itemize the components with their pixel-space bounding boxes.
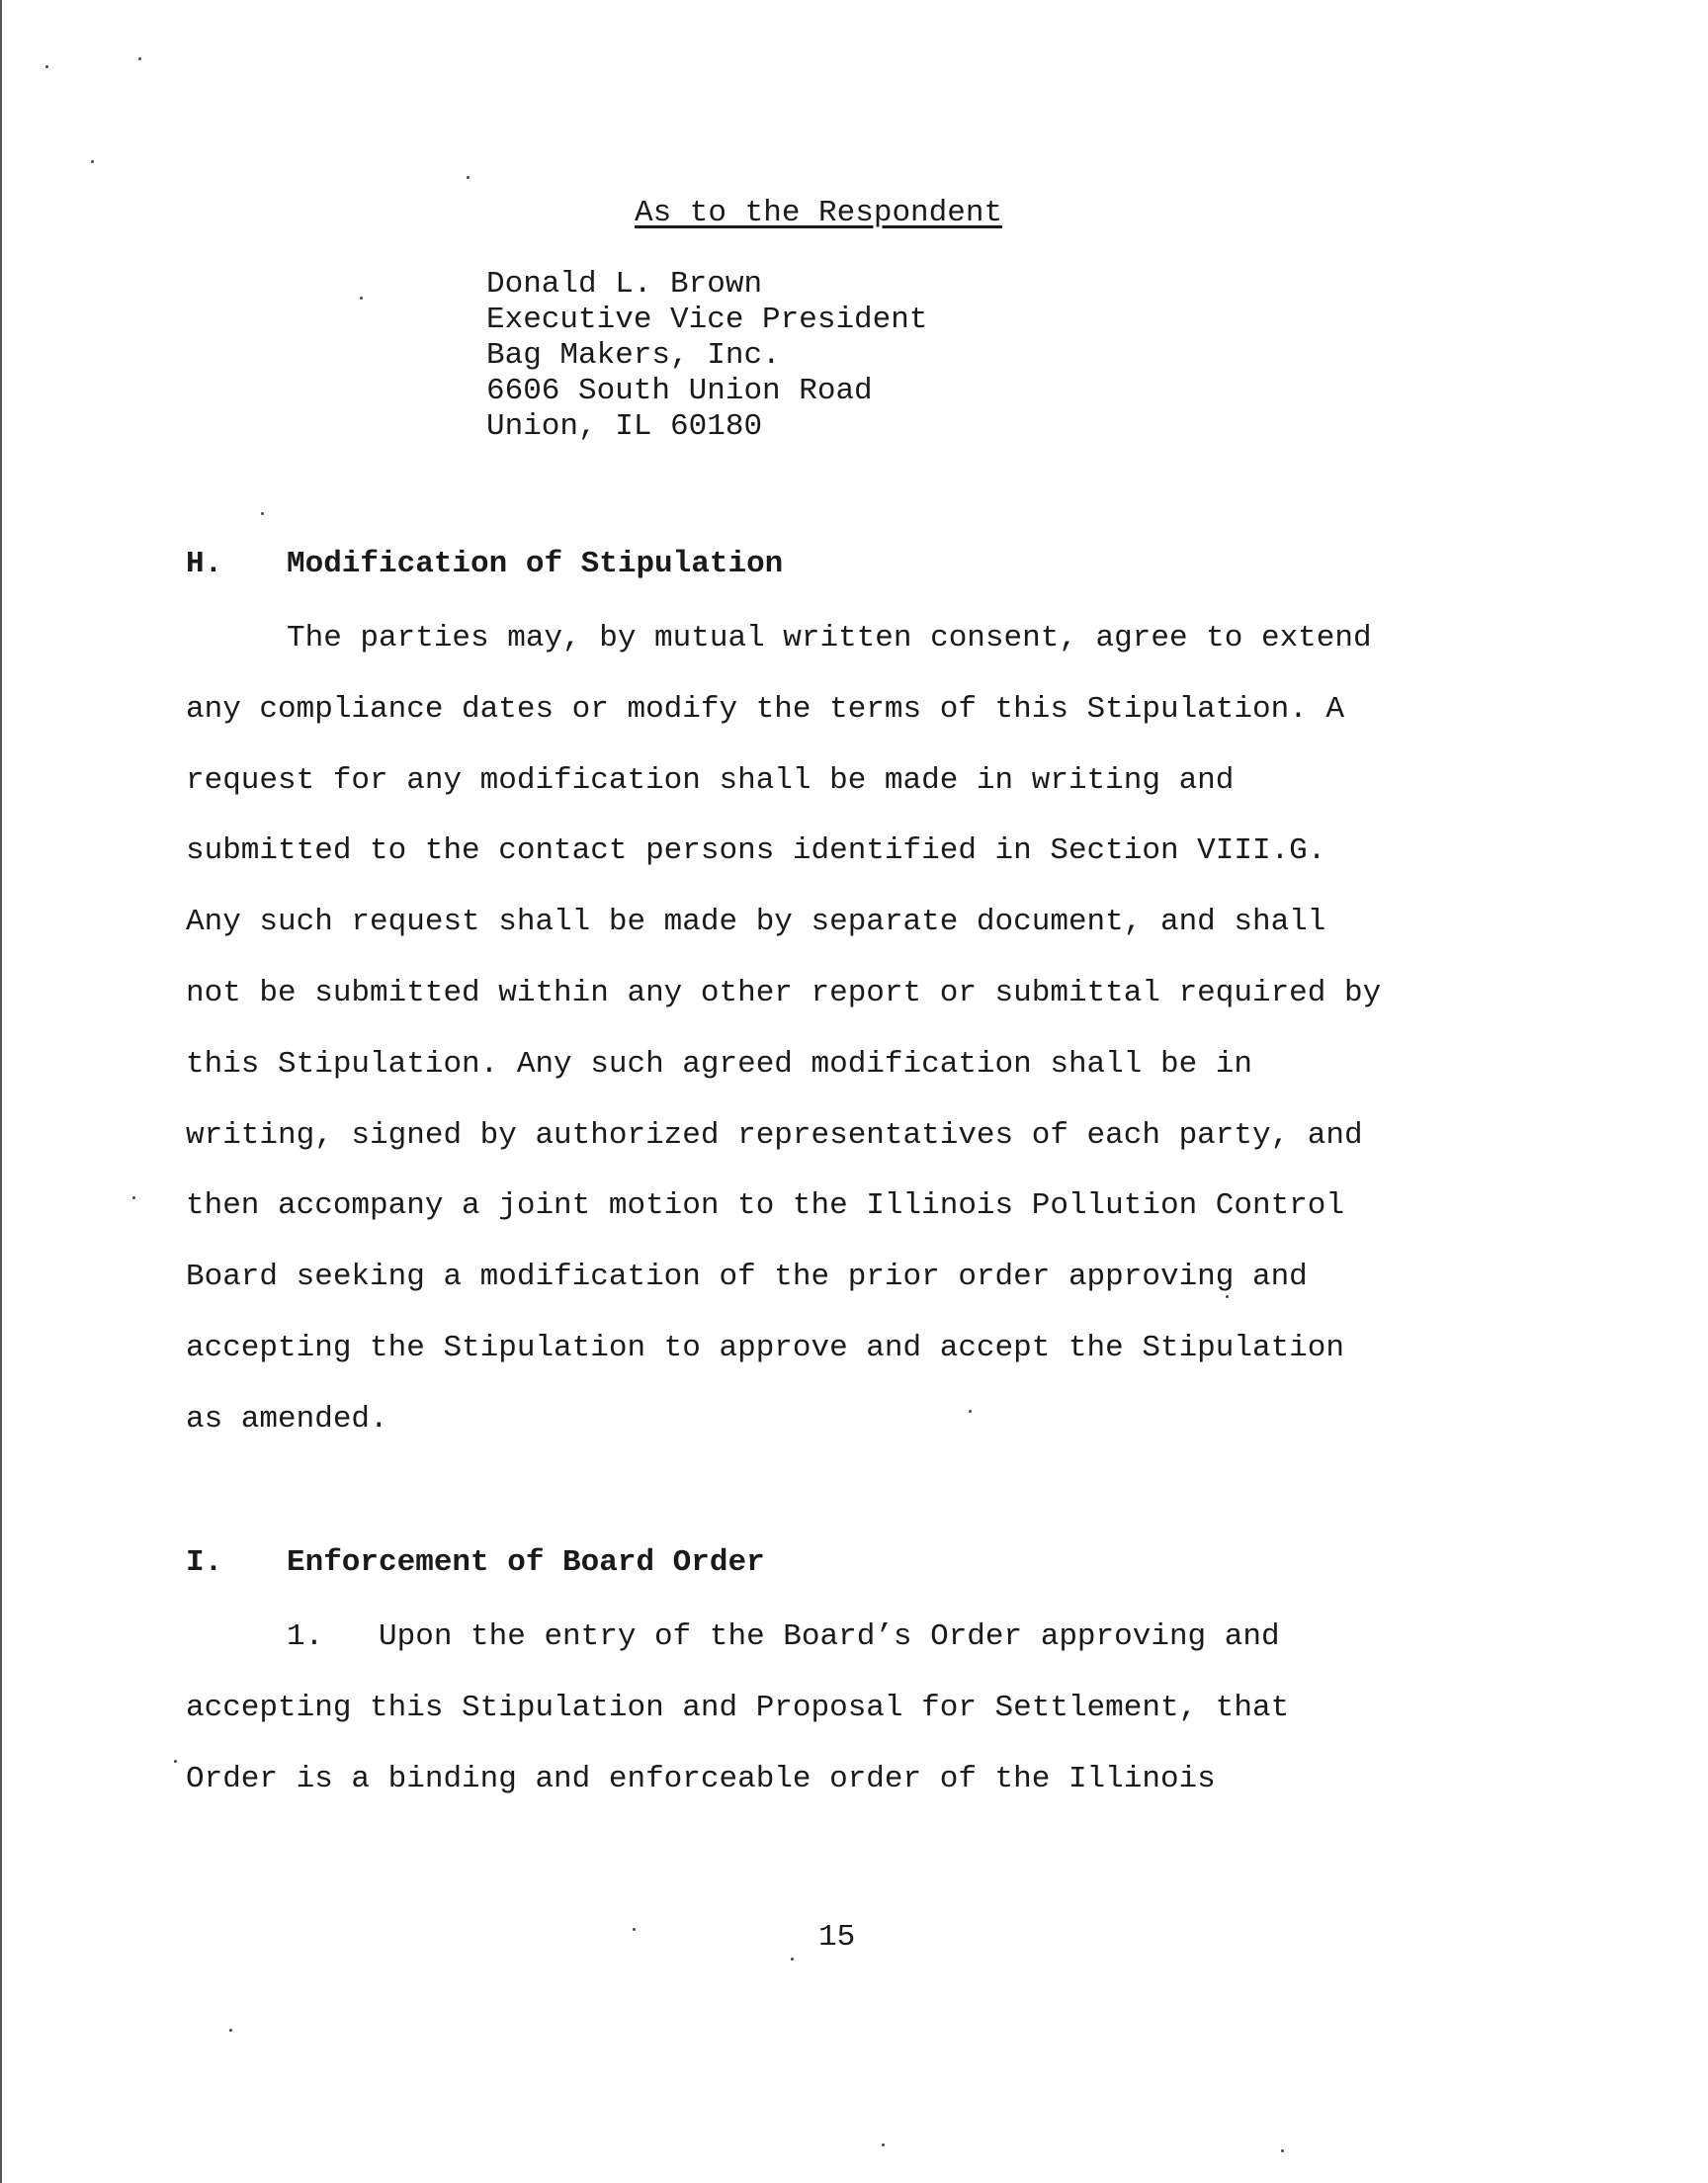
address-line: Union, IL 60180 bbox=[486, 409, 763, 444]
scan-speck bbox=[261, 512, 264, 515]
paragraph-line: Any such request shall be made by separate document, and shall bbox=[186, 905, 1326, 940]
scan-speck bbox=[1281, 2149, 1284, 2152]
paragraph-line: The parties may, by mutual written consent, agree to extend bbox=[287, 621, 1372, 655]
scan-speck bbox=[360, 297, 363, 300]
section-h-heading bbox=[186, 545, 783, 584]
scan-speck bbox=[467, 176, 470, 179]
respondent-address bbox=[486, 267, 927, 445]
paragraph-line: any compliance dates or modify the terms of this Stipulation. A bbox=[186, 691, 1344, 727]
address-line: 6606 South Union Road bbox=[486, 374, 873, 408]
paragraph-line: not be submitted within any other report or submittal required by bbox=[186, 975, 1382, 1010]
scan-speck bbox=[45, 65, 48, 68]
scan-speck bbox=[138, 57, 141, 60]
paragraph-line: as amended. bbox=[186, 1401, 388, 1437]
respondent-heading: As to the Respondent bbox=[635, 196, 1003, 230]
scan-left-edge bbox=[0, 0, 2, 2183]
section-i-paragraph bbox=[186, 1617, 1530, 1830]
paragraph-line: then accompany a joint motion to the Illinois Pollution Control bbox=[186, 1188, 1344, 1224]
scan-speck bbox=[174, 1760, 177, 1763]
section-title: Enforcement of Board Order bbox=[287, 1545, 765, 1580]
page-number: 15 bbox=[818, 1920, 856, 1955]
address-line: Bag Makers, Inc. bbox=[486, 338, 781, 373]
section-number: I. bbox=[186, 1545, 223, 1580]
paragraph-line: writing, signed by authorized representatives of each party, and bbox=[186, 1117, 1363, 1153]
paragraph-line: Order is a binding and enforceable order of the Illinois bbox=[186, 1761, 1216, 1796]
paragraph-line: submitted to the contact persons identified in Section VIII.G. bbox=[186, 833, 1326, 869]
section-number: H. bbox=[186, 547, 223, 581]
address-line: Executive Vice President bbox=[486, 303, 928, 337]
address-line: Donald L. Brown bbox=[486, 267, 763, 302]
scan-speck bbox=[132, 1196, 135, 1199]
paragraph-line: accepting the Stipulation to approve and accept the Stipulation bbox=[186, 1330, 1344, 1365]
scan-speck bbox=[91, 160, 94, 163]
scan-speck bbox=[633, 1928, 636, 1931]
scan-speck bbox=[229, 2029, 232, 2032]
paragraph-line: 1. Upon the entry of the Board’s Order approving and bbox=[287, 1619, 1280, 1654]
paragraph-line: request for any modification shall be made in writing and bbox=[186, 762, 1235, 798]
scan-speck bbox=[791, 1958, 794, 1961]
scan-speck bbox=[882, 2143, 885, 2146]
paragraph-line: accepting this Stipulation and Proposal for Settlement, that bbox=[186, 1690, 1290, 1725]
section-i-heading bbox=[186, 1543, 765, 1583]
paragraph-line: Board seeking a modification of the prior order approving and bbox=[186, 1260, 1308, 1295]
paragraph-line: this Stipulation. Any such agreed modification shall be in bbox=[186, 1046, 1252, 1082]
section-title: Modification of Stipulation bbox=[287, 547, 784, 581]
section-h-paragraph bbox=[186, 619, 1530, 1471]
